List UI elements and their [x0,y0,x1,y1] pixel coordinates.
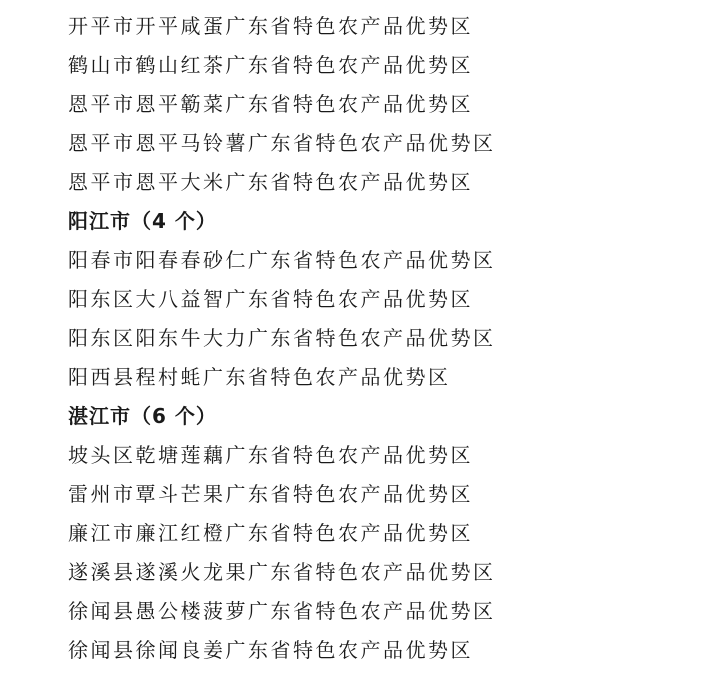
list-item: 阳西县程村蚝广东省特色农产品优势区 [68,365,451,389]
list-item: 徐闻县愚公楼菠萝广东省特色农产品优势区 [68,599,496,623]
list-item: 开平市开平咸蛋广东省特色农产品优势区 [68,14,473,38]
list-item: 阳春市阳春春砂仁广东省特色农产品优势区 [68,248,496,272]
list-item: 阳东区大八益智广东省特色农产品优势区 [68,287,473,311]
section-heading-yangjiang: 阳江市（4 个） [68,209,217,233]
list-item: 廉江市廉江红橙广东省特色农产品优势区 [68,521,473,545]
section-heading-zhanjiang: 湛江市（6 个） [68,404,217,428]
list-item: 雷州市覃斗芒果广东省特色农产品优势区 [68,482,473,506]
list-item: 鹤山市鹤山红茶广东省特色农产品优势区 [68,53,473,77]
list-item: 坡头区乾塘莲藕广东省特色农产品优势区 [68,443,473,467]
list-item: 恩平市恩平大米广东省特色农产品优势区 [68,170,473,194]
list-item: 阳东区阳东牛大力广东省特色农产品优势区 [68,326,496,350]
list-item: 恩平市恩平簕菜广东省特色农产品优势区 [68,92,473,116]
document-body [68,7,688,670]
list-item: 遂溪县遂溪火龙果广东省特色农产品优势区 [68,560,496,584]
list-item: 恩平市恩平马铃薯广东省特色农产品优势区 [68,131,496,155]
list-item: 徐闻县徐闻良姜广东省特色农产品优势区 [68,638,473,662]
